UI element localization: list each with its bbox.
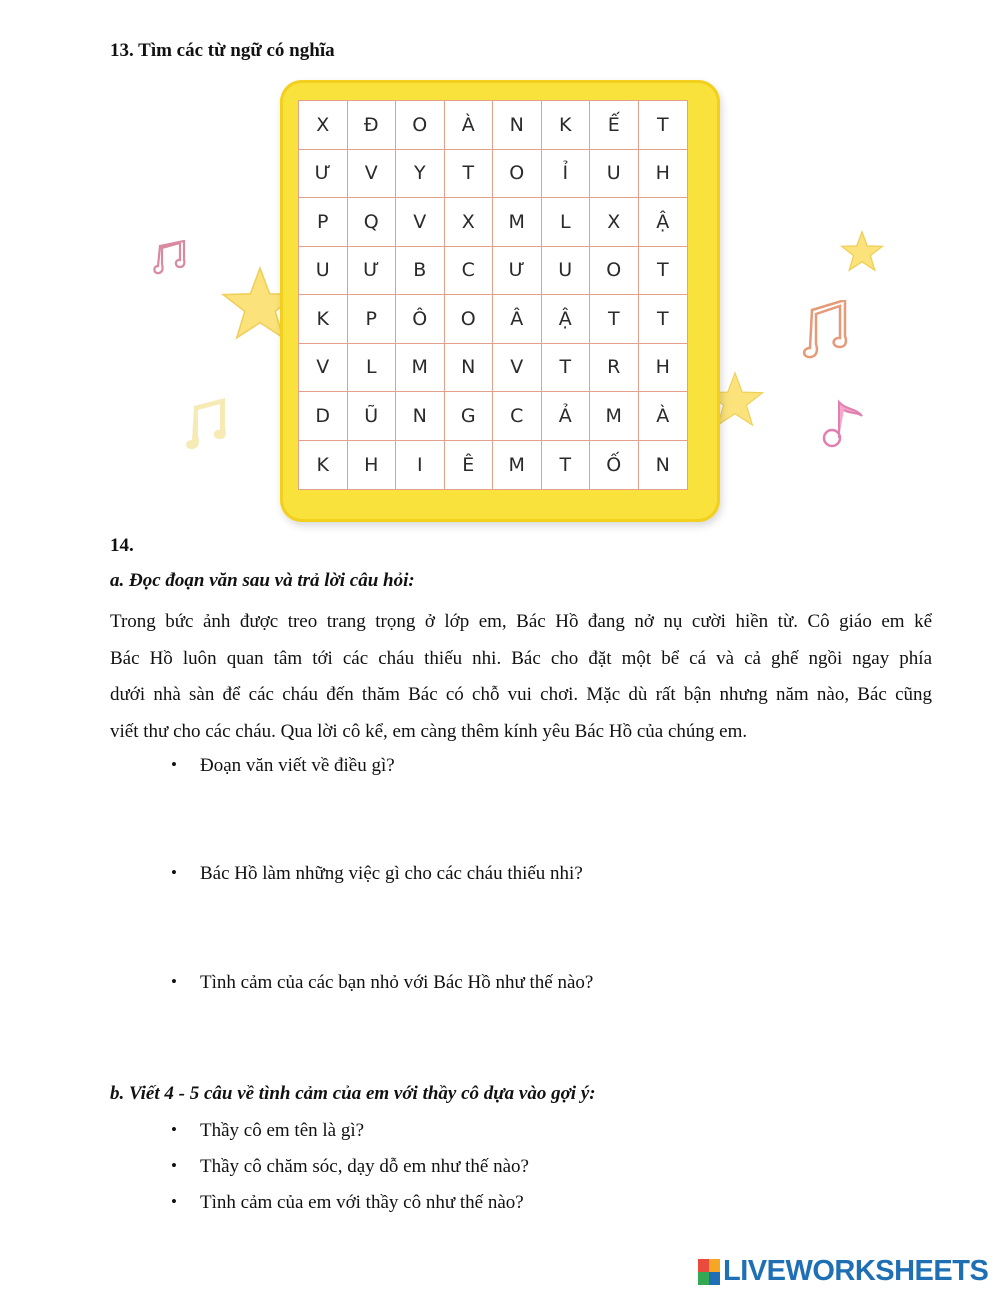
grid-cell: U <box>299 247 348 296</box>
section-13-heading: 13. Tìm các từ ngữ có nghĩa <box>110 40 335 61</box>
grid-cell: Ư <box>299 150 348 199</box>
grid-cell: D <box>299 392 348 441</box>
grid-cell: T <box>639 295 688 344</box>
grid-cell: N <box>445 344 494 393</box>
grid-cell: L <box>542 198 591 247</box>
grid-cell: L <box>348 344 397 393</box>
liveworksheets-logo <box>698 1255 988 1288</box>
grid-cell: B <box>396 247 445 296</box>
grid-cell: M <box>396 344 445 393</box>
question-item: • Đoạn văn viết về điều gì? <box>200 755 395 777</box>
grid-cell: Ố <box>590 441 639 490</box>
grid-cell: M <box>493 198 542 247</box>
grid-cell: Q <box>348 198 397 247</box>
grid-cell: X <box>299 101 348 150</box>
grid-cell: N <box>396 392 445 441</box>
music-note-icon <box>800 300 850 360</box>
grid-cell: K <box>299 441 348 490</box>
liveworksheets-logo-icon <box>698 1259 720 1285</box>
grid-cell: Ũ <box>348 392 397 441</box>
grid-cell: Ậ <box>542 295 591 344</box>
grid-cell: V <box>396 198 445 247</box>
grid-cell: P <box>348 295 397 344</box>
grid-cell: H <box>639 150 688 199</box>
part-b-title: b. Viết 4 - 5 câu về tình cảm của em với thầy cô dựa vào gợi ý: <box>110 1083 596 1104</box>
paragraph-line: Trong bức ảnh được treo trang trọng ở lớp em, Bác Hồ đang nở nụ cười hiền từ. Cô giáo em kể <box>110 611 932 632</box>
prompt-item: • Thầy cô chăm sóc, dạy dỗ em như thế nào? <box>200 1156 529 1178</box>
grid-cell: Đ <box>348 101 397 150</box>
grid-cell: O <box>396 101 445 150</box>
grid-cell: M <box>590 392 639 441</box>
grid-cell: Ư <box>493 247 542 296</box>
grid-cell: Ả <box>542 392 591 441</box>
grid-cell: À <box>639 392 688 441</box>
puzzle-frame <box>280 80 720 522</box>
prompt-item: • Tình cảm của em với thầy cô như thế nào? <box>200 1192 524 1214</box>
grid-cell: V <box>299 344 348 393</box>
question-item: • Bác Hồ làm những việc gì cho các cháu thiếu nhi? <box>200 863 583 885</box>
grid-cell: M <box>493 441 542 490</box>
grid-cell: G <box>445 392 494 441</box>
grid-cell: Ô <box>396 295 445 344</box>
music-note-icon <box>180 398 228 450</box>
paragraph-line: dưới nhà sàn để các cháu đến thăm Bác có chỗ vui chơi. Mặc dù rất bận nhưng năm nào, Bác cũng <box>110 684 932 705</box>
question-item: • Tình cảm của các bạn nhỏ với Bác Hồ như thế nào? <box>200 972 593 994</box>
brand-name: LIVEWORKSHEETS <box>723 1255 989 1287</box>
grid-cell: X <box>445 198 494 247</box>
grid-cell: Ỉ <box>542 150 591 199</box>
grid-cell: O <box>445 295 494 344</box>
logo-tile <box>709 1259 720 1272</box>
grid-cell: U <box>542 247 591 296</box>
grid-cell: T <box>542 344 591 393</box>
grid-cell: R <box>590 344 639 393</box>
logo-tile <box>709 1272 720 1285</box>
grid-cell: Ê <box>445 441 494 490</box>
grid-cell: N <box>655 453 670 476</box>
grid-cell: U <box>590 150 639 199</box>
grid-cell: Ậ <box>639 198 688 247</box>
grid-cell: V <box>348 150 397 199</box>
logo-tile <box>698 1272 709 1285</box>
grid-cell: T <box>445 150 494 199</box>
paragraph-line: viết thư cho các cháu. Qua lời cô kể, em càng thêm kính yêu Bác Hồ của chúng em. <box>110 720 748 742</box>
grid-cell: Y <box>396 150 445 199</box>
letter-grid <box>298 100 688 490</box>
grid-cell: N <box>493 101 542 150</box>
word-search-illustration <box>150 80 890 530</box>
paragraph-line: Bác Hồ luôn quan tâm tới các cháu thiếu nhi. Bác cho đặt một bể cá và cả ghế ngồi ngay phía <box>110 647 932 669</box>
grid-cell: I <box>396 441 445 490</box>
grid-cell: O <box>590 247 639 296</box>
music-note-icon <box>822 398 866 448</box>
grid-cell: T <box>542 441 591 490</box>
part-a-title: a. Đọc đoạn văn sau và trả lời câu hỏi: <box>110 570 415 591</box>
section-14-number: 14. <box>110 535 134 556</box>
grid-cell: À <box>445 101 494 150</box>
grid-cell: X <box>590 198 639 247</box>
grid-cell: H <box>639 344 688 393</box>
grid-cell: Ế <box>590 101 639 150</box>
grid-cell: K <box>542 101 591 150</box>
grid-cell: Â <box>493 295 542 344</box>
music-note-icon <box>150 240 190 276</box>
grid-cell: Ư <box>348 247 397 296</box>
grid-cell: H <box>348 441 397 490</box>
grid-cell: C <box>493 392 542 441</box>
star-icon <box>840 230 884 272</box>
grid-cell: K <box>299 295 348 344</box>
grid-cell: T <box>639 101 688 150</box>
reading-paragraph <box>110 604 932 750</box>
logo-tile <box>698 1259 709 1272</box>
grid-cell: O <box>493 150 542 199</box>
grid-cell: T <box>639 247 688 296</box>
prompt-item: • Thầy cô em tên là gì? <box>200 1120 364 1142</box>
grid-cell: C <box>445 247 494 296</box>
grid-cell: P <box>299 198 348 247</box>
grid-cell: T <box>590 295 639 344</box>
grid-cell: V <box>493 344 542 393</box>
